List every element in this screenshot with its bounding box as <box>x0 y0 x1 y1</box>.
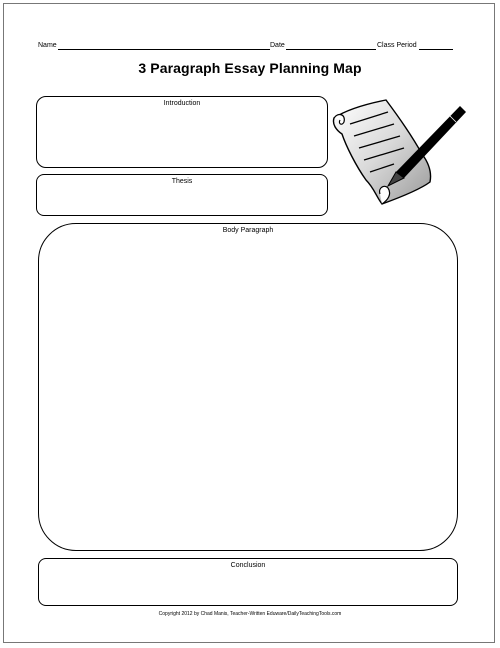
name-label: Name <box>38 42 57 49</box>
thesis-label: Thesis <box>171 178 193 185</box>
copyright-text: Copyright 2012 by Chad Manis, Teacher-Written Eduware/DailyTeachingTools.com <box>158 611 342 617</box>
class-period-label: Class Period <box>377 42 417 49</box>
class-period-field[interactable] <box>419 49 453 50</box>
name-field[interactable] <box>58 49 270 50</box>
introduction-label: Introduction <box>163 100 201 107</box>
header-fields <box>38 40 458 54</box>
introduction-box[interactable] <box>36 96 328 168</box>
thesis-box[interactable] <box>36 174 328 216</box>
paper-and-pen-icon <box>326 96 466 212</box>
conclusion-label: Conclusion <box>230 562 266 569</box>
body-paragraph-box[interactable] <box>38 223 458 551</box>
conclusion-box[interactable] <box>38 558 458 606</box>
date-field[interactable] <box>286 49 376 50</box>
body-paragraph-label: Body Paragraph <box>222 227 274 234</box>
page-title: 3 Paragraph Essay Planning Map <box>138 60 362 76</box>
date-label: Date <box>270 42 285 49</box>
